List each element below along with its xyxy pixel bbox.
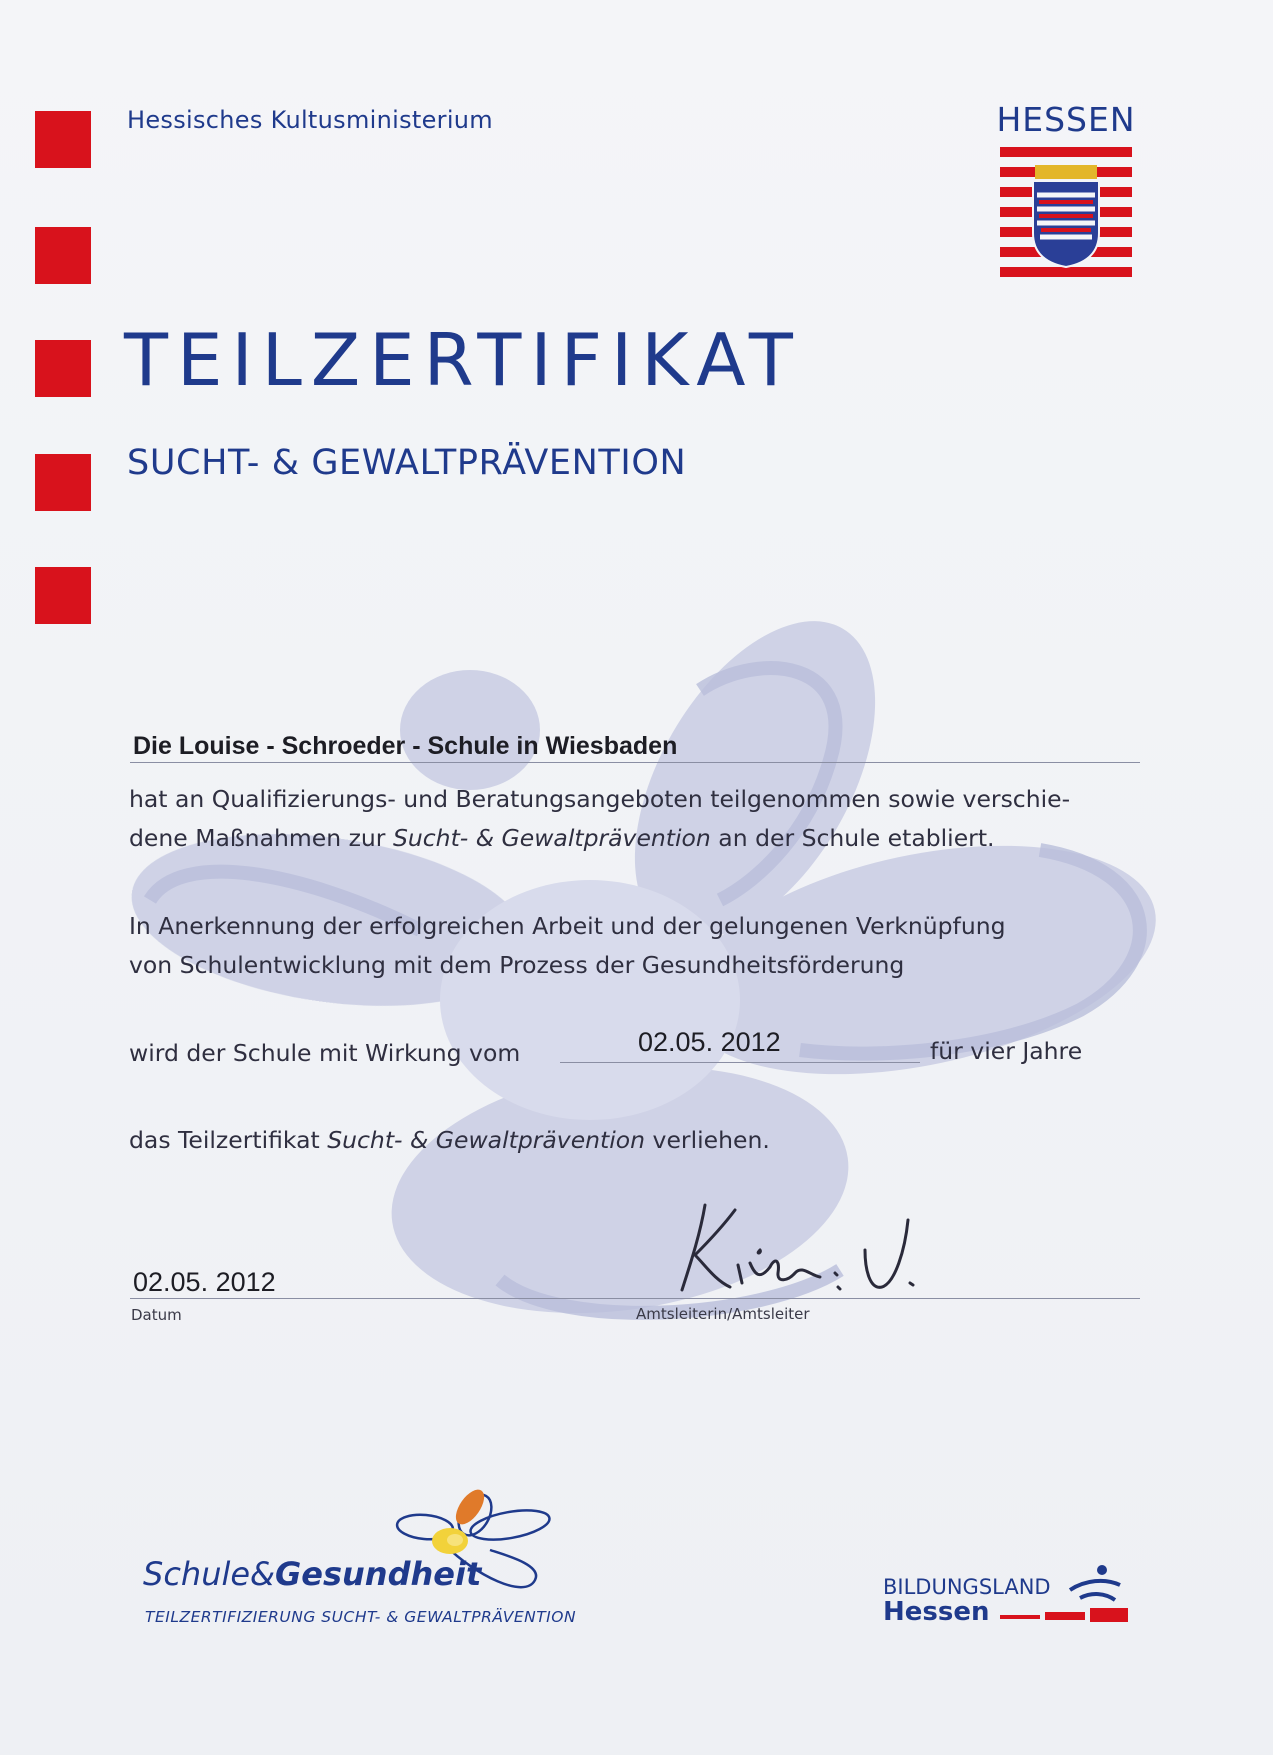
schule-gesundheit-wordmark: Schule&Gesundheit: [143, 1555, 482, 1593]
footer-line: [130, 1298, 1140, 1299]
paragraph-1-line-1: hat an Qualifizierungs- und Beratungsangeboten teilgenommen sowie verschie-: [129, 785, 1071, 813]
red-square-4: [35, 454, 91, 511]
hessen-logo: [995, 100, 1137, 286]
signature-icon: [660, 1195, 960, 1305]
effective-prefix: wird der Schule mit Wirkung vom: [129, 1039, 521, 1067]
red-square-1: [35, 111, 91, 168]
paragraph-1: [129, 780, 1070, 858]
paragraph-2-line-2: von Schulentwicklung mit dem Prozess der Gesundheitsförderung: [129, 951, 905, 979]
recipient-underline: [130, 762, 1140, 763]
bildungsland-hessen-logo: [880, 1560, 1150, 1650]
schule-gesundheit-tagline: TEILZERTIFIZIERUNG SUCHT- & GEWALTPRÄVENTION: [145, 1608, 577, 1626]
effective-suffix: für vier Jahre: [930, 1037, 1083, 1065]
conferral-line: das Teilzertifikat Sucht- & Gewaltprävention verliehen.: [129, 1126, 770, 1154]
ministry-name: Hessisches Kultusministerium: [127, 106, 493, 134]
paragraph-2-line-1: In Anerkennung der erfolgreichen Arbeit und der gelungenen Verknüpfung: [129, 912, 1006, 940]
certificate-subtitle: SUCHT- & GEWALTPRÄVENTION: [127, 443, 687, 483]
date-label: Datum: [131, 1306, 182, 1324]
bildungsland-figure-icon: [1000, 1560, 1130, 1630]
effective-date-line: [560, 1062, 920, 1063]
recipient-name: Die Louise - Schroeder - Schule in Wiesbaden: [133, 732, 678, 760]
paragraph-1-line-2: dene Maßnahmen zur Sucht- & Gewaltprävention an der Schule etabliert.: [129, 824, 995, 852]
schule-gesundheit-logo: [140, 1485, 640, 1635]
effective-date: 02.05. 2012: [638, 1027, 781, 1057]
red-square-3: [35, 340, 91, 397]
signature-label: Amtsleiterin/Amtsleiter: [636, 1305, 810, 1323]
issue-date-value: 02.05. 2012: [133, 1267, 276, 1297]
paragraph-2: [129, 907, 1006, 985]
certificate-title: TEILZERTIFIKAT: [124, 318, 802, 402]
red-square-2: [35, 227, 91, 284]
red-square-5: [35, 567, 91, 624]
hessen-logo-text: HESSEN: [996, 100, 1136, 139]
hessen-coat-of-arms-icon: [995, 145, 1137, 285]
bildungsland-hessen-text: Hessen: [883, 1597, 990, 1627]
bildungsland-text: BILDUNGSLAND: [883, 1575, 1051, 1599]
